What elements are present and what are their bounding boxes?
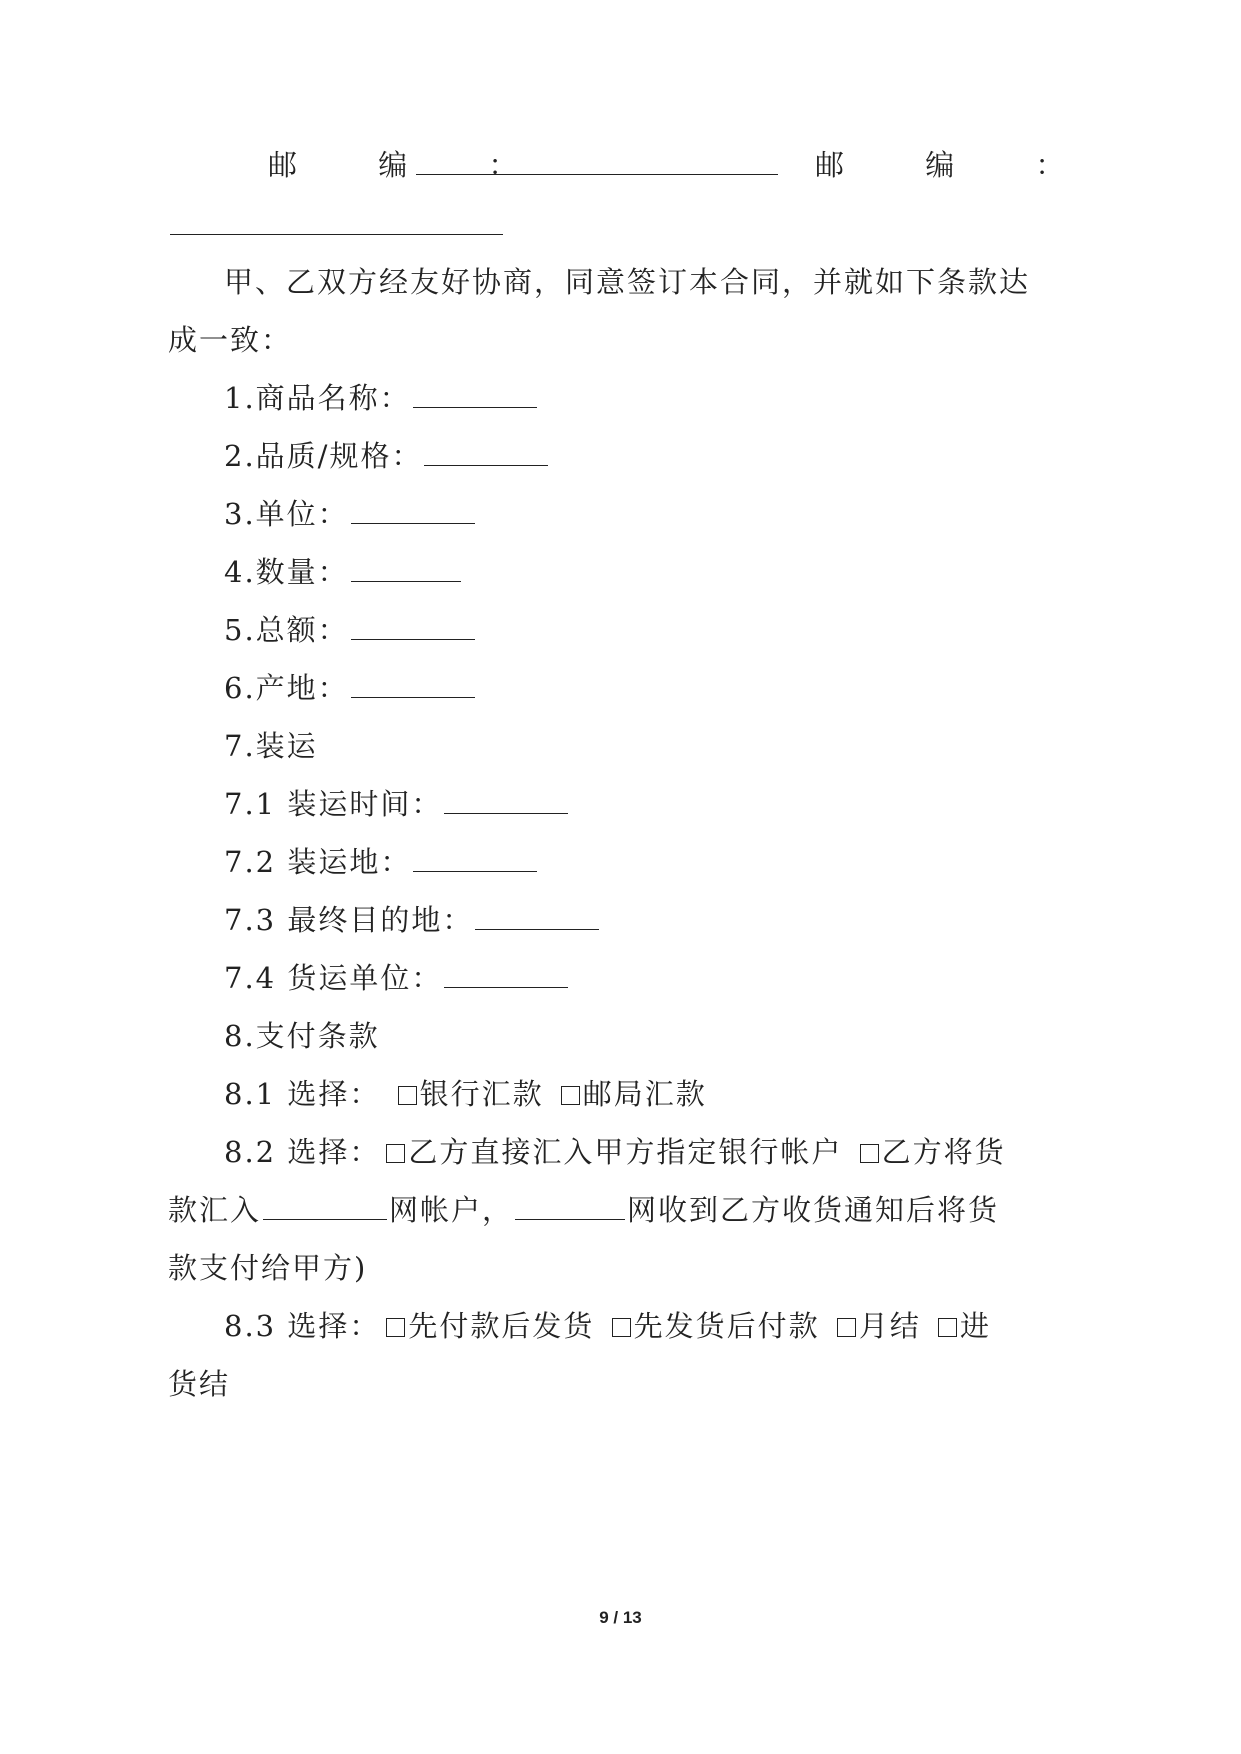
item-total-blank[interactable] xyxy=(351,613,475,640)
item-shipment-place-label: 7.2 装运地： xyxy=(224,845,412,879)
monthly-settlement-label: 月结 xyxy=(858,1309,921,1343)
postcode-left-blank-wrap xyxy=(414,145,780,185)
intro-line-1: 甲、乙双方经友好协商，同意签订本合同，并就如下条款达 xyxy=(224,265,1031,299)
item-unit xyxy=(224,494,477,534)
payment-8-2-line-2 xyxy=(168,1190,999,1230)
item-quantity xyxy=(224,552,463,592)
item-carrier-label: 7.4 货运单位： xyxy=(224,961,443,995)
item-quantity-blank[interactable] xyxy=(351,555,461,582)
item-origin-blank[interactable] xyxy=(351,671,475,698)
platform-name-blank-1[interactable] xyxy=(263,1193,387,1220)
item-quality-spec-blank[interactable] xyxy=(424,439,548,466)
ship-before-pay-checkbox[interactable] xyxy=(612,1318,631,1337)
payment-8-3-prefix: 8.3 选择： xyxy=(224,1309,381,1343)
item-carrier-blank[interactable] xyxy=(444,961,568,988)
item-carrier xyxy=(224,958,570,998)
item-shipment-heading: 7.装运 xyxy=(224,729,318,763)
payment-8-3 xyxy=(224,1306,991,1346)
payment-8-1-prefix: 8.1 选择： xyxy=(224,1077,381,1111)
postal-remittance-label: 邮局汇款 xyxy=(582,1077,707,1111)
item-total-label: 5.总额： xyxy=(224,613,349,647)
direct-to-account-checkbox[interactable] xyxy=(386,1144,405,1163)
postcode-right xyxy=(815,145,1100,185)
payment-8-2-line-2-a: 款汇入 xyxy=(168,1193,262,1227)
postcode-right-blank[interactable] xyxy=(170,208,503,235)
via-platform-label: 乙方将货 xyxy=(881,1135,1006,1169)
payment-8-2-prefix: 8.2 选择： xyxy=(224,1135,381,1169)
item-shipment-time-label: 7.1 装运时间： xyxy=(224,787,443,821)
item-product-name-blank[interactable] xyxy=(413,381,537,408)
item-origin-label: 6.产地： xyxy=(224,671,349,705)
payment-8-1 xyxy=(224,1074,707,1114)
platform-name-blank-2[interactable] xyxy=(515,1193,625,1220)
item-quality-spec-label: 2.品质/规格： xyxy=(224,439,423,473)
item-payment-heading: 8.支付条款 xyxy=(224,1019,380,1053)
item-shipment-time-blank[interactable] xyxy=(444,787,568,814)
page-number: 9 / 13 xyxy=(599,1608,642,1627)
item-unit-label: 3.单位： xyxy=(224,497,349,531)
bank-remittance-checkbox[interactable] xyxy=(398,1086,417,1105)
ship-before-pay-label: 先发货后付款 xyxy=(633,1309,820,1343)
item-origin xyxy=(224,668,477,708)
settlement-on-stock-label: 进 xyxy=(960,1309,992,1343)
payment-8-2-line-2-c: 网收到乙方收货通知后将货 xyxy=(627,1193,1000,1227)
postal-remittance-checkbox[interactable] xyxy=(561,1086,580,1105)
payment-8-2-line-3: 款支付给甲方) xyxy=(168,1251,368,1285)
item-quantity-label: 4.数量： xyxy=(224,555,349,589)
item-quality-spec xyxy=(224,436,550,476)
payment-8-3-line-2: 货结 xyxy=(168,1367,231,1401)
bank-remittance-label: 银行汇款 xyxy=(419,1077,544,1111)
item-shipment-place xyxy=(224,842,539,882)
intro-line-2: 成一致： xyxy=(168,323,293,357)
item-shipment-place-blank[interactable] xyxy=(413,845,537,872)
postcode-right-blank-wrap xyxy=(168,205,505,245)
direct-to-account-label: 乙方直接汇入甲方指定银行帐户 xyxy=(408,1135,843,1169)
item-unit-blank[interactable] xyxy=(351,497,475,524)
postcode-left-blank[interactable] xyxy=(416,148,778,175)
item-final-destination-label: 7.3 最终目的地： xyxy=(224,903,474,937)
item-final-destination xyxy=(224,900,601,940)
item-final-destination-blank[interactable] xyxy=(475,903,599,930)
pay-before-ship-label: 先付款后发货 xyxy=(408,1309,595,1343)
payment-8-2-line-2-b: 网帐户， xyxy=(389,1193,514,1227)
item-product-name-label: 1.商品名称： xyxy=(224,381,411,415)
settlement-on-stock-checkbox[interactable] xyxy=(938,1318,957,1337)
item-shipment-time xyxy=(224,784,570,824)
item-product-name xyxy=(224,378,539,418)
item-total xyxy=(224,610,477,650)
via-platform-checkbox[interactable] xyxy=(860,1144,879,1163)
postcode-left-label: 邮 编 ： xyxy=(268,148,554,182)
payment-8-2 xyxy=(224,1132,1006,1172)
monthly-settlement-checkbox[interactable] xyxy=(837,1318,856,1337)
postcode-right-label: 邮 编 ： xyxy=(815,148,1101,182)
pay-before-ship-checkbox[interactable] xyxy=(386,1318,405,1337)
